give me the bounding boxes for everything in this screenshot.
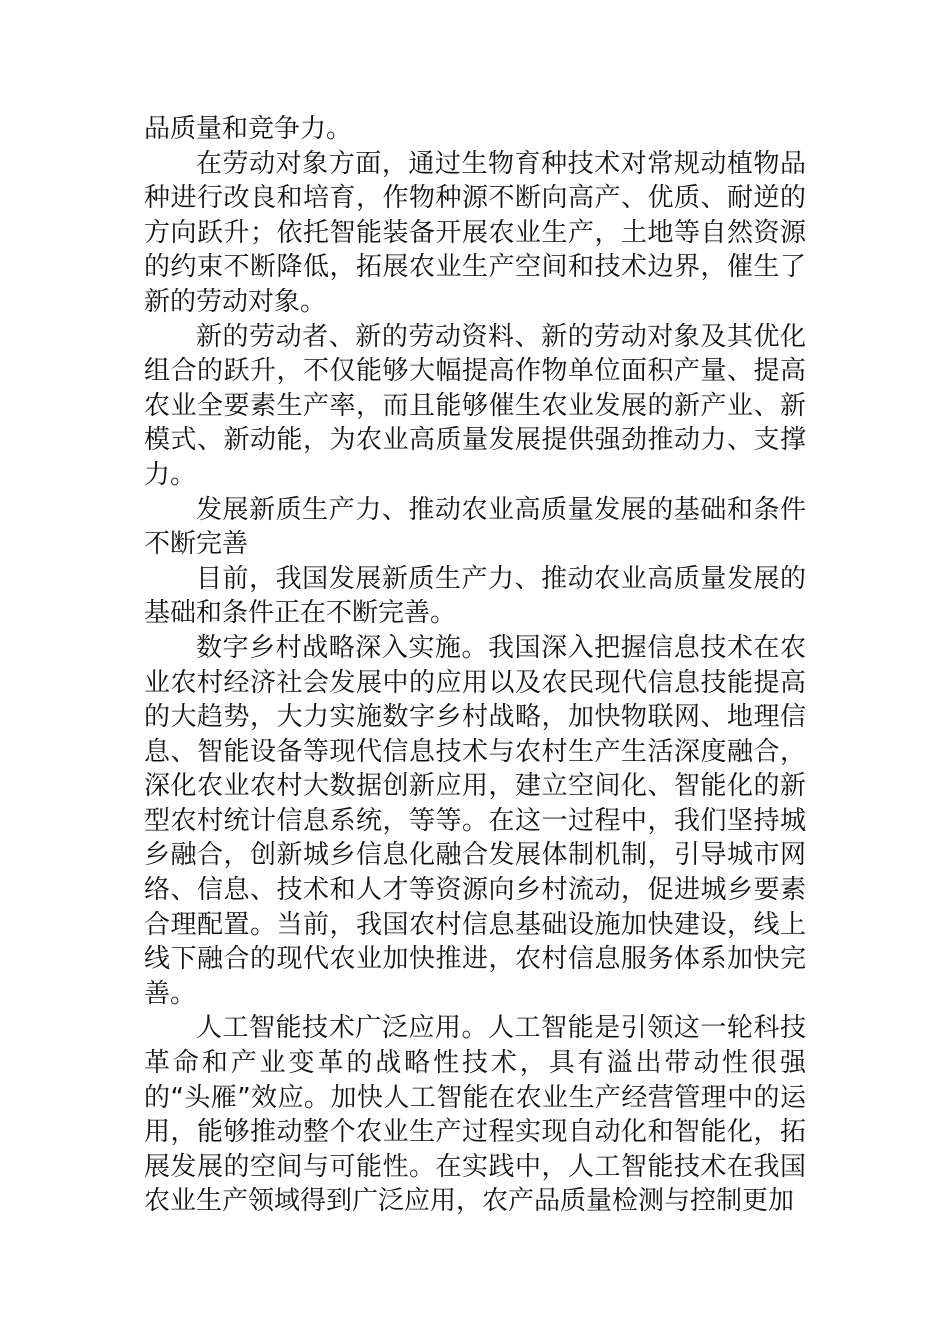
section-heading: 发展新质生产力、推动农业高质量发展的基础和条件不断完善 (144, 494, 806, 560)
body-text (144, 112, 806, 1219)
paragraph-4: 目前，我国发展新质生产力、推动农业高质量发展的基础和条件正在不断完善。 (144, 563, 806, 629)
paragraph-3: 新的劳动者、新的劳动资料、新的劳动对象及其优化组合的跃升，不仅能够大幅提高作物单位面积产量、提高农业全要素生产率，而且能够催生农业发展的新产业、新模式、新动能，为农业高质量发展提供强劲推动力、支撑力。 (144, 321, 806, 490)
paragraph-5: 数字乡村战略深入实施。我国深入把握信息技术在农业农村经济社会发展中的应用以及农民现代信息技能提高的大趋势，大力实施数字乡村战略，加快物联网、地理信息、智能设备等现代信息技术与农村生产生活深度融合，深化农业农村大数据创新应用，建立空间化、智能化的新型农村统计信息系统，等等。在这一过程中，我们坚持城乡融合，创新城乡信息化融合发展体制机制，引导城市网络、信息、技术和人才等资源向乡村流动，促进城乡要素合理配置。当前，我国农村信息基础设施加快建设，线上线下融合的现代农业加快推进，农村信息服务体系加快完善。 (144, 632, 806, 1009)
paragraph-2: 在劳动对象方面，通过生物育种技术对常规动植物品种进行改良和培育，作物种源不断向高产、优质、耐逆的方向跃升；依托智能装备开展农业生产，土地等自然资源的约束不断降低，拓展农业生产空间和技术边界，催生了新的劳动对象。 (144, 148, 806, 317)
paragraph-1: 品质量和竞争力。 (144, 114, 353, 144)
paragraph-6: 人工智能技术广泛应用。人工智能是引领这一轮科技革命和产业变革的战略性技术，具有溢出带动性很强的“头雁”效应。加快人工智能在农业生产经营管理中的运用，能够推动整个农业生产过程实现自动化和智能化，拓展发展的空间与可能性。在实践中，人工智能技术在我国农业生产领域得到广泛应用，农产品质量检测与控制更加 (144, 1013, 806, 1217)
